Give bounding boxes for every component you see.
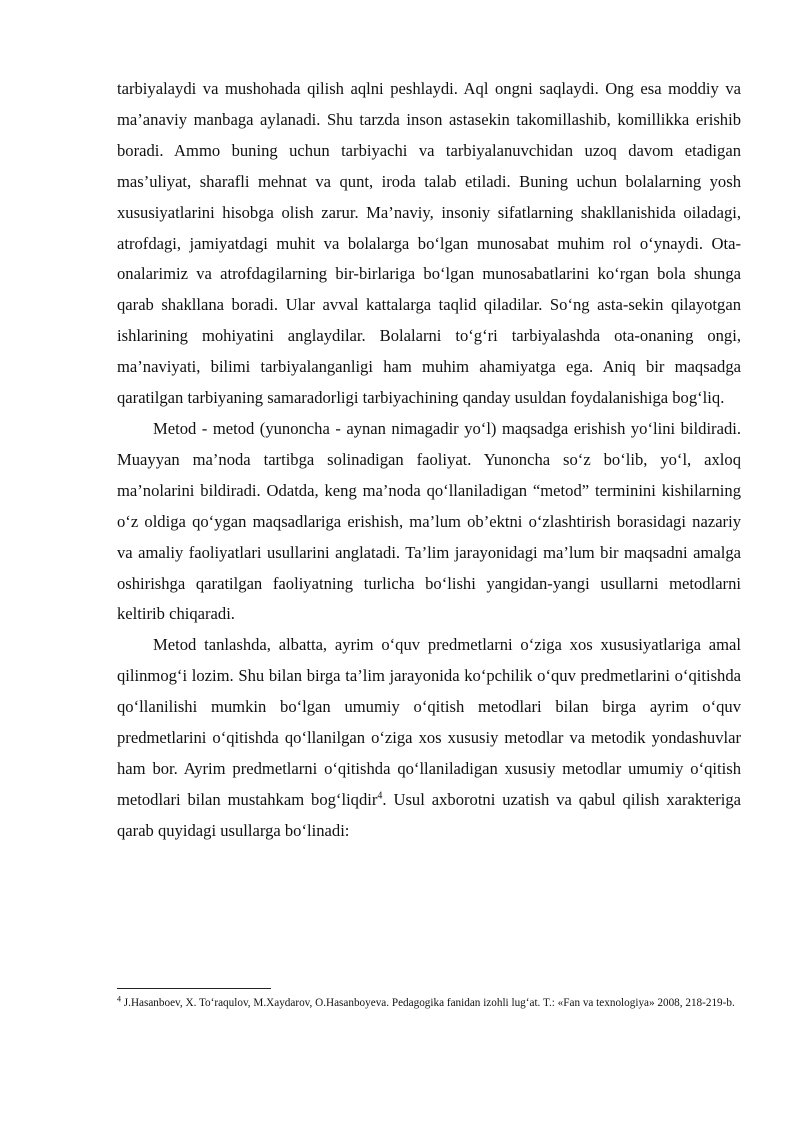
paragraph-2: Metod - metod (yunoncha - aynan nimagadir yo‘l) maqsadga erishish yo‘lini bildiradi. Muayyan ma’noda tartibga solinadigan faoliyat. Yunoncha so‘z bo‘lib, yo‘l, axloq ma’nolarini bildiradi. Odatda, keng ma’noda qo‘llaniladigan “metod” terminini kishilarning o‘z oldiga qo‘ygan maqsadlariga erishish, ma’lum ob’ektni o‘zlashtirish borasidagi nazariy va amaliy faoliyatlari usullarini anglatadi. Ta’lim jarayonidagi ma’lum bir maqsadni amalga oshirishga qaratilgan faoliyatning turlicha bo‘lishi yangidan-yangi usullarni metodlarni keltirib chiqaradi. <box>117 418 741 624</box>
paragraph-3-continuation: . Usul axborotni uzatish va qabul qilish xarakteriga qarab quyidagi usullarga bo‘linadi: <box>117 789 741 840</box>
paragraph-1: tarbiyalaydi va mushohada qilish aqlni peshlaydi. Aql ongni saqlaydi. Ong esa moddiy va ma’anaviy manbaga aylanadi. Shu tarzda inson astasekin takomillashib, komillikka erishib boradi. Ammo buning uchun tarbiyachi va tarbiyalanuvchidan uzoq davom etadigan mas’uliyat, sharafli mehnat va qunt, iroda talab etiladi. Buning uchun bolalarning yosh xususiyatlarini hisobga olish zarur. Ma’naviy, insoniy sifatlarning shakllanishida oiladagi, atrofdagi, jamiyatdagi muhit va bolalarga bo‘lgan munosabat muhim rol o‘ynaydi. Ota-onalarimiz va atrofdagilarning bir-birlariga bo‘lgan munosabatlarini ko‘rgan bola shunga qarab shakllana boradi. Ular avval kattalarga taqlid qiladilar. So‘ng asta-sekin qilayotgan ishlarining mohiyatini anglaydilar. Bolalarni to‘g‘ri tarbiyalashda ota-onaning ongi, ma’naviyati, bilimi tarbiyalanganligi ham muhim ahamiyatga ega. Aniq bir maqsadga qaratilgan tarbiyaning samaradorligi tarbiyachining qanday usuldan foydalanishiga bog‘liq. <box>117 79 741 408</box>
paragraph-3-text: Metod tanlashda, albatta, ayrim o‘quv predmetlarni o‘ziga xos xususiyatlariga amal qilinmog‘i lozim. Shu bilan birga ta’lim jarayonida ko‘pchilik o‘quv predmetlarini o‘qitishda qo‘llanilishi mumkin bo‘lgan umumiy o‘qitish metodlari bilan birga ayrim o‘quv predmetlarini o‘qitishda qo‘llanilgan o‘ziga xos xususiy metodlar va metodik yondashuvlar ham bor. Ayrim predmetlarni o‘qitishda qo‘llaniladigan xususiy metodlar umumiy o‘qitish metodlari bilan mustahkam bog‘liqdir <box>117 635 741 809</box>
footnote-text: J.Hasanboev, X. To‘raqulov, M.Xaydarov, O.Hasanboyeva. Pedagogika fanidan izohli lug‘at. T.: «Fan va texnologiya» 2008, 218-219-b. <box>121 997 735 1009</box>
footnote <box>117 992 743 1016</box>
footnote-number: 4 <box>117 994 121 1004</box>
footnote-reference[interactable]: 4 <box>377 790 383 802</box>
body-text <box>117 74 741 847</box>
paragraph-3 <box>117 630 741 846</box>
footnote-separator <box>117 988 271 989</box>
